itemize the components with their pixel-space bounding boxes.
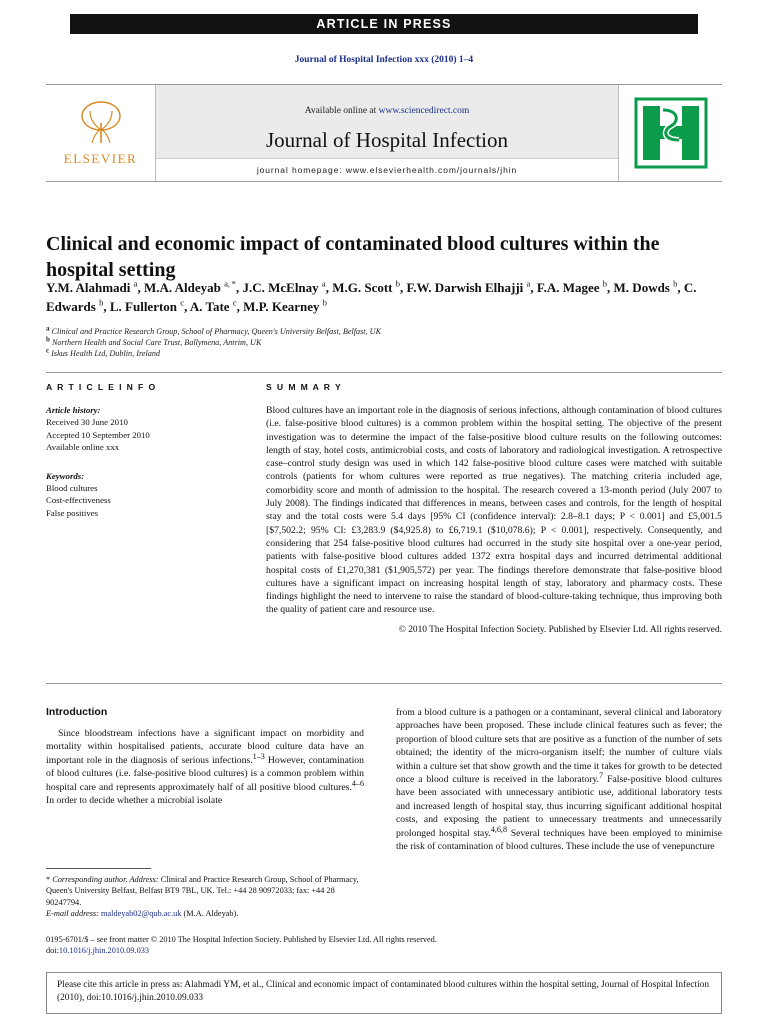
doi-label: doi: [46,946,59,956]
affiliation-item: $^c$ Iskus Health Ltd, Dublin, Ireland [46,346,161,359]
keyword-item: Cost-effectiveness [46,495,111,506]
doi-link[interactable]: 10.1016/j.jhin.2010.09.033 [58,946,150,956]
keywords-label: Keywords: [46,470,85,481]
summary-text: Blood cultures have an important role in the diagnosis of serious infections, although contamination of blood cultures (i.e. false-positive blood cultures) is a common problem within the hospital setting. The objective of the present investigation was to determine the impact of the false-positive blood culture results on the following outcomes: length of stay, hotel costs, antimicrobial costs, and costs of laboratory and radiological investigation. A retrospective case–control study design was used in which 142 false-positive blood culture cases were matched with suitable controls (patients for whom cultures were reported as true negatives). The matching criteria included age, comorbidity score and month of admission to the hospital. The research covered a 13-month period (July 2007 to July 2008). The findings indicated that differences in means, between cases and controls, for the length of hospital stay and the total costs were 5.4 days [95% CI (confidence interval): 2.8–8.1 days; P < 0.001] and £5,001.5 [$7,502.2; 95% CI: £3,283.9 ($4,925.8) to £6,719.1 ($10,078.6); P < 0.001], respectively. Consequently, and considering that 254 false-positive blood cultures had occurred in the study site hospital over a one-year period, patients with false-positive blood cultures added 1372 extra hospital days and incurred detrimental additional hospital costs of £1,270,381 ($1,905,572) per year. The findings therefore demonstrate that false-positive blood cultures have a significant impact on increasing hospital length of stay, laboratory and pharmacy costs. These findings highlight the need to intervene to raise the standard of blood-culture-taking technique, thus improving both the quality of patient care and resource use. [266,405,722,616]
available-online-prefix: Available online at [304,105,379,116]
cite-this-article-box: Please cite this article in press as: Alahmadi YM, et al., Clinical and economic impact of contaminated blood cultures within the hospital setting, Journal of Hospital Infection (2010), doi:10.1016/j.jhin.2010.09.033 [46,972,722,1014]
article-info-heading: A R T I C L E I N F O [46,382,157,392]
issn-copyright-block [46,934,722,957]
email-link[interactable]: maldeyab02@qub.ac.uk [101,909,182,919]
corresponding-author-footnote [46,868,364,920]
article-history-label: Article history: [46,405,101,415]
issn-line: 0195-6701/$ – see front matter © 2010 The Hospital Infection Society. Published by Elsevier Ltd. All rights reserved. [46,935,437,944]
elsevier-tree-icon [70,99,132,147]
summary-column [266,382,722,635]
info-section-bottom-rule [46,683,722,684]
elsevier-logo [46,85,156,181]
affiliation-item: $^b$ Northern Health and Social Care Trust, Ballymena, Antrim, UK [46,335,262,348]
body-column-left [46,706,364,807]
hospital-infection-society-icon [633,96,709,170]
doi-line [46,945,722,956]
journal-title: Journal of Hospital Infection [265,127,509,152]
elsevier-wordmark: ELSEVIER [63,151,138,166]
introduction-paragraph-left: Since bloodstream infections have a significant impact on morbidity and mortality within hospitalised patients, accurate blood culture data have an important role in the diagnosis of serious infections.$^{1-3}$ However, contamination of blood cultures (i.e. false-positive blood cultures) is a common problem within hospital care and represents approximately half of all positive blood cultures.$^{4-6}$ In order to decide whether a microbial isolate [46,728,364,807]
available-online-line [305,106,470,116]
email-label: E-mail address: [46,909,99,919]
introduction-paragraph-right: from a blood culture is a pathogen or a contaminant, several clinical and laboratory approaches have been proposed. These include clinical features such as fever; the proportion of blood culture sets that are positive as a function of the number of sets obtained; the identity of the micro-organism itself; the number of culture vials within a culture set that show growth and the time it takes for growth to be detected once a blood culture is received in the laboratory.$^7$ False-positive blood cultures have been associated with unnecessary antibiotic use, additional laboratory tests and increased length of hospital stay, thus incurring significant additional hospital costs, and exposing the patient to unnecessary treatments and unnecessarily prolonged hospital stay.$^{4,6,8}$ Several techniques have been employed to minimise the risk of contamination of blood cultures. These include the use of venepuncture [396,707,722,853]
article-history-block [46,404,246,454]
keywords-block [46,470,246,520]
jhi-society-logo [618,85,722,181]
article-history-item: Received 30 June 2010 [46,417,128,428]
introduction-heading: Introduction [46,706,108,718]
author-list: Y.M. Alahmadi $^a$, M.A. Aldeyab $^{a, *}$, J.C. McElnay $^a$, M.G. Scott $^b$, F.W. Darwish Elhajji $^a$, F.A. Magee $^b$, M. Dowds $^b$, C. Edwards $^b$, L. Fullerton $^c$, A. Tate $^c$, M.P. Kearney $^b$ [46,278,697,314]
article-in-press-banner: ARTICLE IN PRESS [70,14,698,34]
affiliation-item: $^a$ Clinical and Practice Research Group, School of Pharmacy, Queen's University Belfast, Belfast, UK [46,324,382,336]
journal-masthead [46,84,722,182]
email-owner: (M.A. Aldeyab). [183,909,239,919]
masthead-center [156,85,618,181]
keyword-item: Blood cultures [46,483,98,494]
info-section-top-rule [46,372,722,373]
journal-homepage-line[interactable]: journal homepage: www.elsevierhealth.com/journals/jhin [156,158,618,181]
keyword-item: False positives [46,507,99,518]
journal-reference-line: Journal of Hospital Infection xxx (2010) 1–4 [294,55,474,65]
summary-copyright: © 2010 The Hospital Infection Society. Published by Elsevier Ltd. All rights reserved. [398,624,722,635]
summary-heading: S U M M A R Y [266,382,343,392]
paper-title: Clinical and economic impact of contaminated blood cultures within the hospital setting [46,233,660,282]
email-line [46,908,364,919]
article-history-item: Available online xxx [46,442,120,453]
article-history-item: Accepted 10 September 2010 [46,429,150,440]
footnote-rule [46,868,151,869]
sciencedirect-link[interactable]: www.sciencedirect.com [378,105,470,116]
body-column-right [396,706,722,853]
affiliation-list [46,326,716,360]
corresponding-author-text: * Corresponding author. Address: Clinical and Practice Research Group, School of Pharmacy, Queen's University Belfast, Belfast BT9 7BL, UK. Tel.: +44 28 90972033; fax: +44 28 90247794. [46,875,359,907]
article-info-column [46,382,246,519]
